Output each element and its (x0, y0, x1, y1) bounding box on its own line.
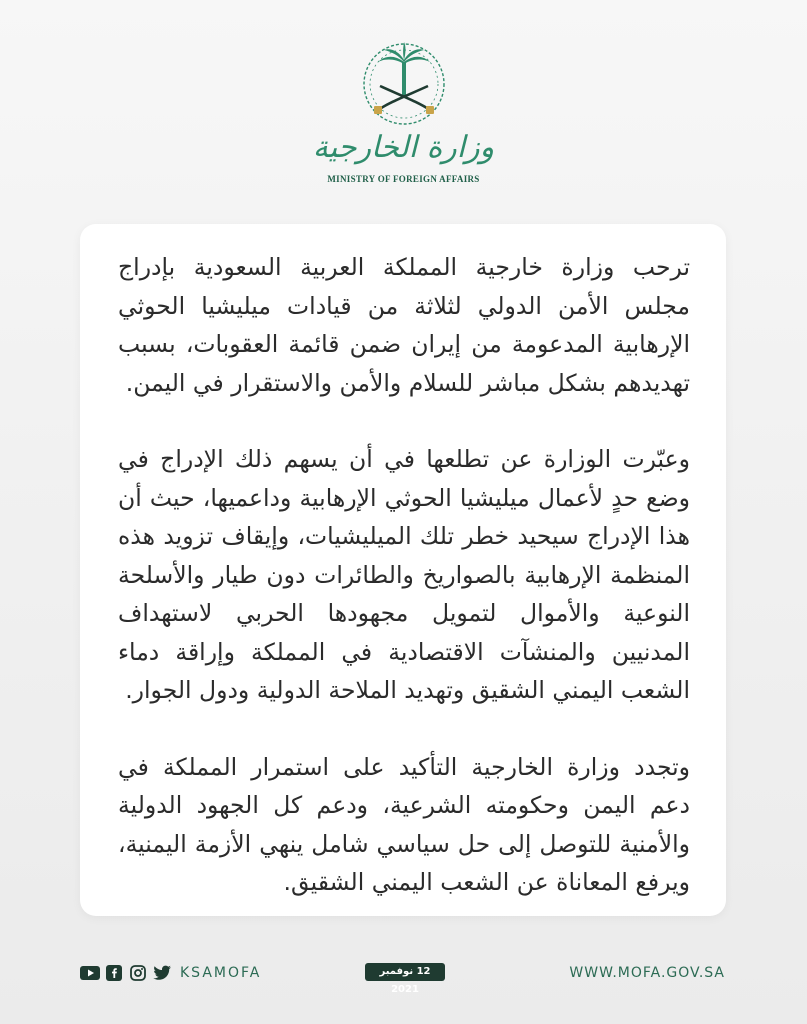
statement-paragraph-3: وتجدد وزارة الخارجية التأكيد على استمرار المملكة في دعم اليمن وحكومته الشرعية، ودعم كل الجهود الدولية والأمنية للتوصل إلى حل سياسي شامل ينهي الأزمة اليمنية، ويرفع المعاناة عن الشعب اليمني الشقيق. (118, 752, 690, 896)
facebook-icon[interactable] (104, 964, 124, 982)
youtube-icon[interactable] (80, 964, 100, 982)
footer (0, 958, 807, 995)
statement-card (80, 224, 726, 916)
statement-paragraph-2: وعبّرت الوزارة عن تطلعها في أن يسهم ذلك الإدراج في وضع حدٍ لأعمال ميليشيا الحوثي الإرهابية وداعميها، حيث أن هذا الإدراج سيحيد خطر تلك الميليشيات، وإيقاف تزويد هذه المنظمة الإرهابية بالصواريخ والطائرات دون طيار والأسلحة النوعية والأموال لتمويل مجهودها الحربي لاستهداف المدنيين والمنشآت الاقتصادية في المملكة وإراقة دماء الشعب اليمني الشقيق وتهديد الملاحة الدولية ودول الجوار. (118, 445, 690, 704)
website-link[interactable]: WWW.MOFA.GOV.SA (569, 965, 725, 981)
social-links (80, 962, 261, 984)
twitter-icon[interactable] (152, 964, 172, 982)
ministry-logo-english: MINISTRY OF FOREIGN AFFAIRS (327, 174, 480, 184)
ministry-logo-arabic: وزارة الخارجية (312, 130, 495, 165)
saudi-palm-swords-emblem-icon (356, 40, 452, 126)
date-badge: 12 نوفمبر 2021 (365, 963, 445, 981)
social-handle: KSAMOFA (180, 965, 262, 981)
instagram-icon[interactable] (128, 964, 148, 982)
statement-paragraph-1: ترحب وزارة خارجية المملكة العربية السعودية بإدراج مجلس الأمن الدولي لثلاثة من قيادات ميليشيا الحوثي الإرهابية المدعومة من إيران ضمن قائمة العقوبات، بسبب تهديدهم بشكل مباشر للسلام والأمن والاستقرار في اليمن. (118, 253, 690, 397)
